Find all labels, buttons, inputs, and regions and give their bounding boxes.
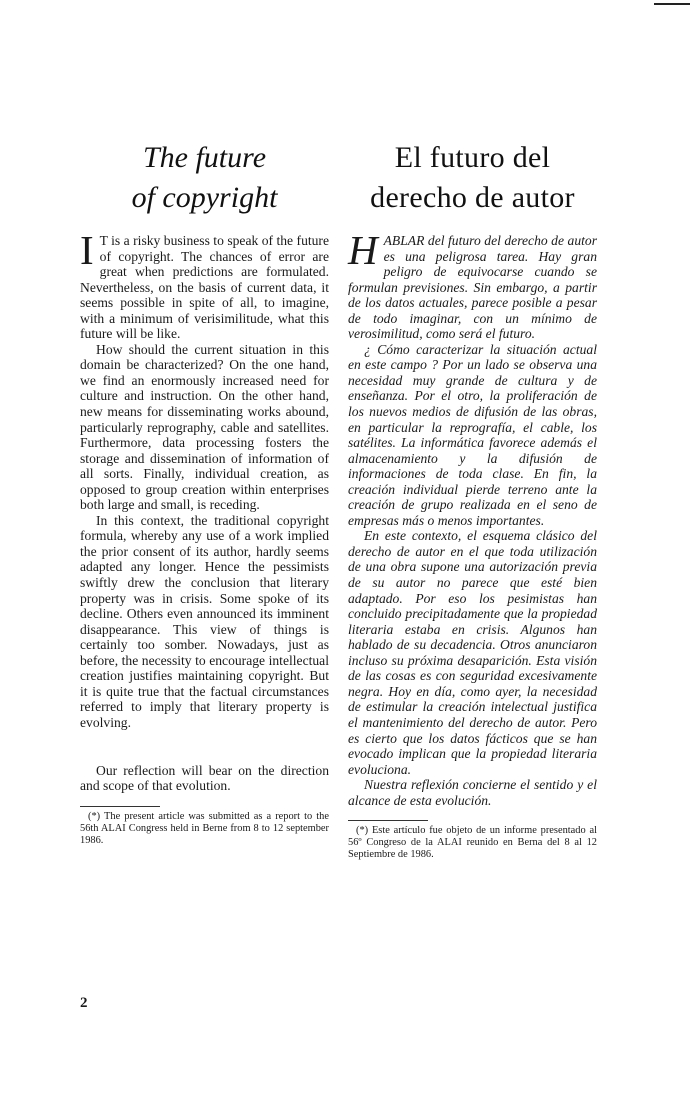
english-title bbox=[80, 138, 329, 233]
english-title-line-2: of copyright bbox=[131, 181, 278, 214]
english-paragraph-1: I T is a risky business to speak of the future of copyright. The chances of error are great when predictions are formulated. Nevertheless, on the basis of current data, it seems possible in spite of all, to imagine, with a minimum of verisimilitude, what this future will be like. bbox=[80, 227, 329, 342]
english-footnote-rule bbox=[80, 806, 160, 807]
english-paragraph-3: In this context, the traditional copyright formula, whereby any use of a work implied the prior consent of its author, hardly seems adapted any longer. Hence the pessimists swiftly drew the conclusion that literary property was in crisis. Some spoke of its decline. Others even announced its imminent disappearance. This view of things is certainly too somber. Nowadays, just as before, the necessity to encourage intellectual creation justifies maintaining copyright. But it is quite true that the factual circumstances referred to imply that literary property is evolving. bbox=[80, 512, 329, 730]
page-number: 2 bbox=[80, 995, 88, 1011]
spanish-paragraph-4: Nuestra reflexión concierne el sentido y el alcance de esta evolución. bbox=[348, 777, 597, 808]
spanish-footnote-rule bbox=[348, 820, 428, 821]
english-footnote: (*) The present article was submitted as a report to the 56th ALAI Congress held in Berne from 8 to 12 september 1986. bbox=[80, 810, 329, 846]
spanish-title-line-2: derecho de autor bbox=[370, 181, 575, 214]
english-title-line-1: The future bbox=[142, 141, 267, 174]
spanish-column bbox=[348, 138, 597, 862]
english-body bbox=[80, 227, 329, 794]
english-paragraph-2: How should the current situation in this domain be characterized? On the one hand, we find an enormously increased need for culture and instruction. On the other hand, new means for disseminating works abound, particularly reprography, cable and satellites. Furthermore, data processing fosters the storage and dissemination of information of all sorts. Finally, individual creation, as opposed to group creation within enterprises both large and small, is receding. bbox=[80, 341, 329, 513]
spanish-paragraph-3: En este contexto, el esquema clásico del derecho de autor en el que toda utilización de una obra supone una autorización previa de su autor no parece que esté bien adaptado. Por eso los pesimistas han concluido precipitadamente que la propiedad literaria estaba en crisis. Algunos han hablado de su decadencia. Otros anunciaron incluso su próxima desaparición. Esta visión de las cosas es con seguridad excesivamente negra. Hoy en día, como ayer, la necesidad de estimular la creación intelectual justifica el mantenimiento del derecho de autor. Pero es cierto que los datos fácticos que se han evocado implican que la propiedad literaria evoluciona. bbox=[348, 528, 597, 777]
spanish-title bbox=[348, 138, 597, 233]
spanish-drop-cap: H bbox=[348, 227, 378, 273]
spanish-title-line-1: El futuro del bbox=[394, 141, 551, 174]
english-paragraph-4: Our reflection will bear on the direction and scope of that evolution. bbox=[80, 762, 329, 794]
spanish-paragraph-2: ¿ Cómo caracterizar la situación actual en este campo ? Por un lado se observa una necesidad muy grande de cultura y de enseñanza. Por el otro, la proliferación de los nuevos medios de difusión de las obras, en particular la reprografía, el cable, los satélites. La informática favorece además el almacenamiento y la difusión de informaciones de toda clase. En fin, la creación individual pierde terreno ante la creación de grupo realizada en el seno de empresas más o menos importantes. bbox=[348, 341, 597, 528]
spanish-body bbox=[348, 227, 597, 808]
spanish-footnote: (*) Este artículo fue objeto de un informe presentado al 56º Congreso de la ALAI reunido en Berna del 8 al 12 Septiembre de 1986. bbox=[348, 825, 597, 861]
corner-mark bbox=[654, 3, 690, 5]
spanish-paragraph-1: HABLAR del futuro del derecho de autor es una peligrosa tarea. Hay gran peligro de equivocarse cuando se formulan previsiones. Sin embargo, a partir de los datos actuales, parece posible a pesar de todo imaginar, con un mínimo de verosimilitud, como será el futuro. bbox=[348, 227, 597, 342]
english-column bbox=[80, 138, 329, 847]
english-drop-cap: I bbox=[80, 227, 94, 273]
